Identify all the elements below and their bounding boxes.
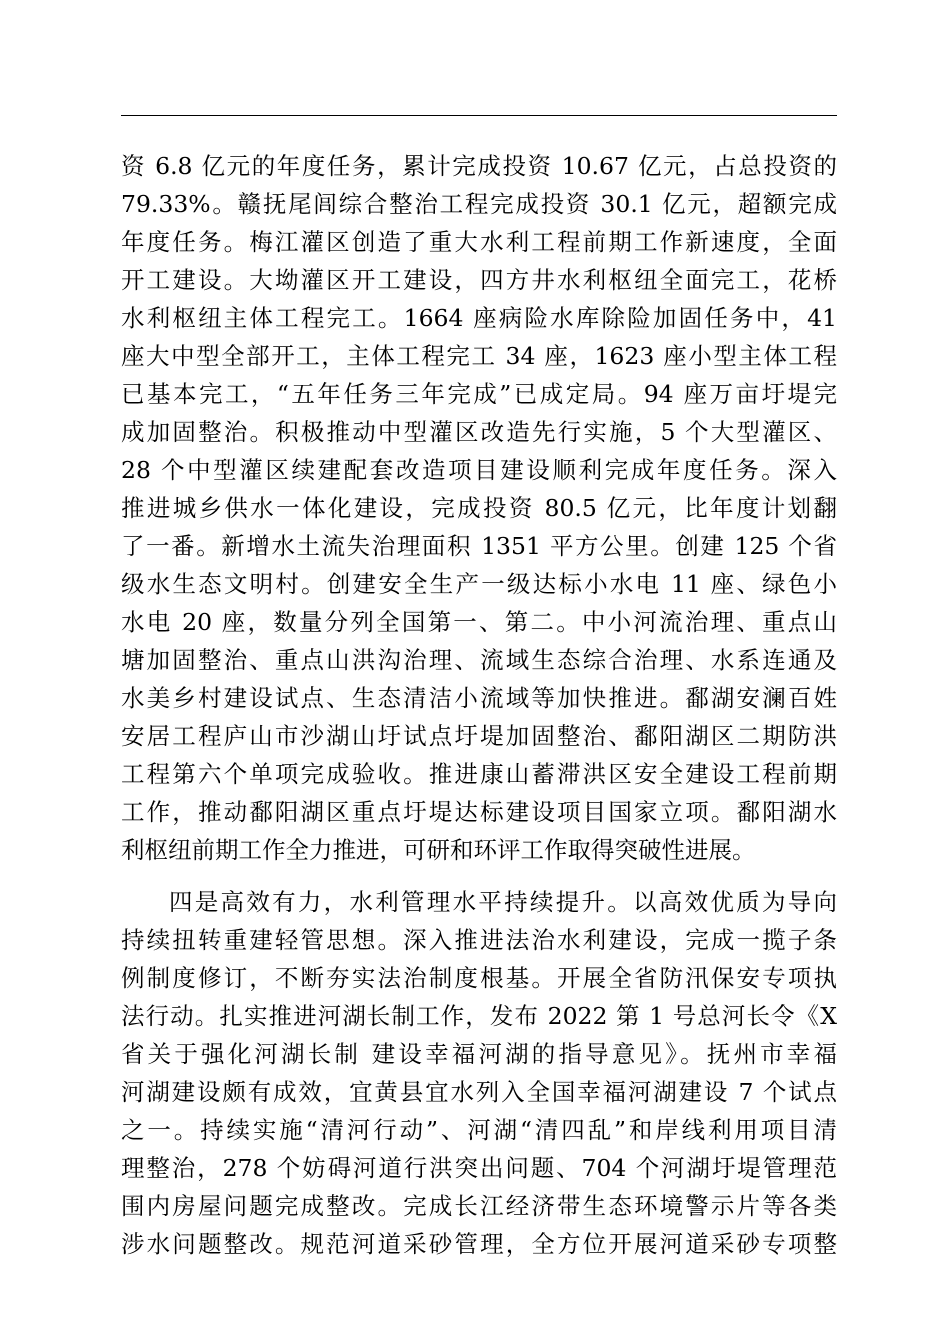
paragraph-1 xyxy=(121,147,837,869)
text-line: 成加固整治。积极推动中型灌区改造先行实施，5 个大型灌区、 xyxy=(121,418,837,446)
text-line: 级水生态文明村。创建安全生产一级达标小水电 11 座、绿色小 xyxy=(121,570,837,598)
text-line: 水电 20 座，数量分列全国第一、第二。中小河流治理、重点山 xyxy=(121,608,837,636)
text-line: 安居工程庐山市沙湖山圩试点圩堤加固整治、鄱阳湖区二期防洪 xyxy=(121,722,837,750)
text-line: 工程第六个单项完成验收。推进康山蓄滞洪区安全建设工程前期 xyxy=(121,760,837,788)
text-line: 座大中型全部开工，主体工程完工 34 座，1623 座小型主体工程 xyxy=(121,342,837,370)
text-line: 开工建设。大坳灌区开工建设，四方井水利枢纽全面完工，花桥 xyxy=(121,266,837,294)
text-line: 水利枢纽主体工程完工。1664 座病险水库除险加固任务中，41 xyxy=(121,304,837,332)
text-line: 了一番。新增水土流失治理面积 1351 平方公里。创建 125 个省 xyxy=(121,532,837,560)
text-line: 已基本完工，“五年任务三年完成”已成定局。94 座万亩圩堤完 xyxy=(121,380,837,408)
text-line: 之一。持续实施“清河行动”、河湖“清四乱”和岸线利用项目清 xyxy=(121,1116,837,1144)
paragraph-2 xyxy=(121,883,837,1263)
text-line: 资 6.8 亿元的年度任务，累计完成投资 10.67 亿元，占总投资的 xyxy=(121,152,837,180)
text-line: 79.33%。赣抚尾闾综合整治工程完成投资 30.1 亿元，超额完成 xyxy=(121,190,837,218)
text-line: 河湖建设颇有成效，宜黄县宜水列入全国幸福河湖建设 7 个试点 xyxy=(121,1078,837,1106)
text-line: 水美乡村建设试点、生态清洁小流域等加快推进。鄱湖安澜百姓 xyxy=(121,684,837,712)
text-line: 涉水问题整改。规范河道采砂管理，全方位开展河道采砂专项整 xyxy=(121,1230,837,1258)
text-line: 四是高效有力，水利管理水平持续提升。以高效优质为导向 xyxy=(169,888,837,916)
text-line: 例制度修订，不断夯实法治制度根基。开展全省防汛保安专项执 xyxy=(121,964,837,992)
text-line: 省关于强化河湖长制 建设幸福河湖的指导意见》。抚州市幸福 xyxy=(121,1040,837,1068)
header-rule xyxy=(121,115,837,116)
paragraph-spacer xyxy=(121,869,837,883)
document-body xyxy=(121,147,837,1263)
text-line: 28 个中型灌区续建配套改造项目建设顺利完成年度任务。深入 xyxy=(121,456,837,484)
text-line: 工作，推动鄱阳湖区重点圩堤达标建设项目国家立项。鄱阳湖水 xyxy=(121,798,837,826)
text-line: 塘加固整治、重点山洪沟治理、流域生态综合治理、水系连通及 xyxy=(121,646,837,674)
text-line: 推进城乡供水一体化建设，完成投资 80.5 亿元，比年度计划翻 xyxy=(121,494,837,522)
text-line: 理整治，278 个妨碍河道行洪突出问题、704 个河湖圩堤管理范 xyxy=(121,1154,837,1182)
text-line: 年度任务。梅江灌区创造了重大水利工程前期工作新速度，全面 xyxy=(121,228,837,256)
text-line: 利枢纽前期工作全力推进，可研和环评工作取得突破性进展。 xyxy=(121,836,756,864)
text-line: 法行动。扎实推进河湖长制工作，发布 2022 第 1 号总河长令《X xyxy=(121,1002,837,1030)
text-line: 围内房屋问题完成整改。完成长江经济带生态环境警示片等各类 xyxy=(121,1192,837,1220)
text-line: 持续扭转重建轻管思想。深入推进法治水利建设，完成一揽子条 xyxy=(121,926,837,954)
